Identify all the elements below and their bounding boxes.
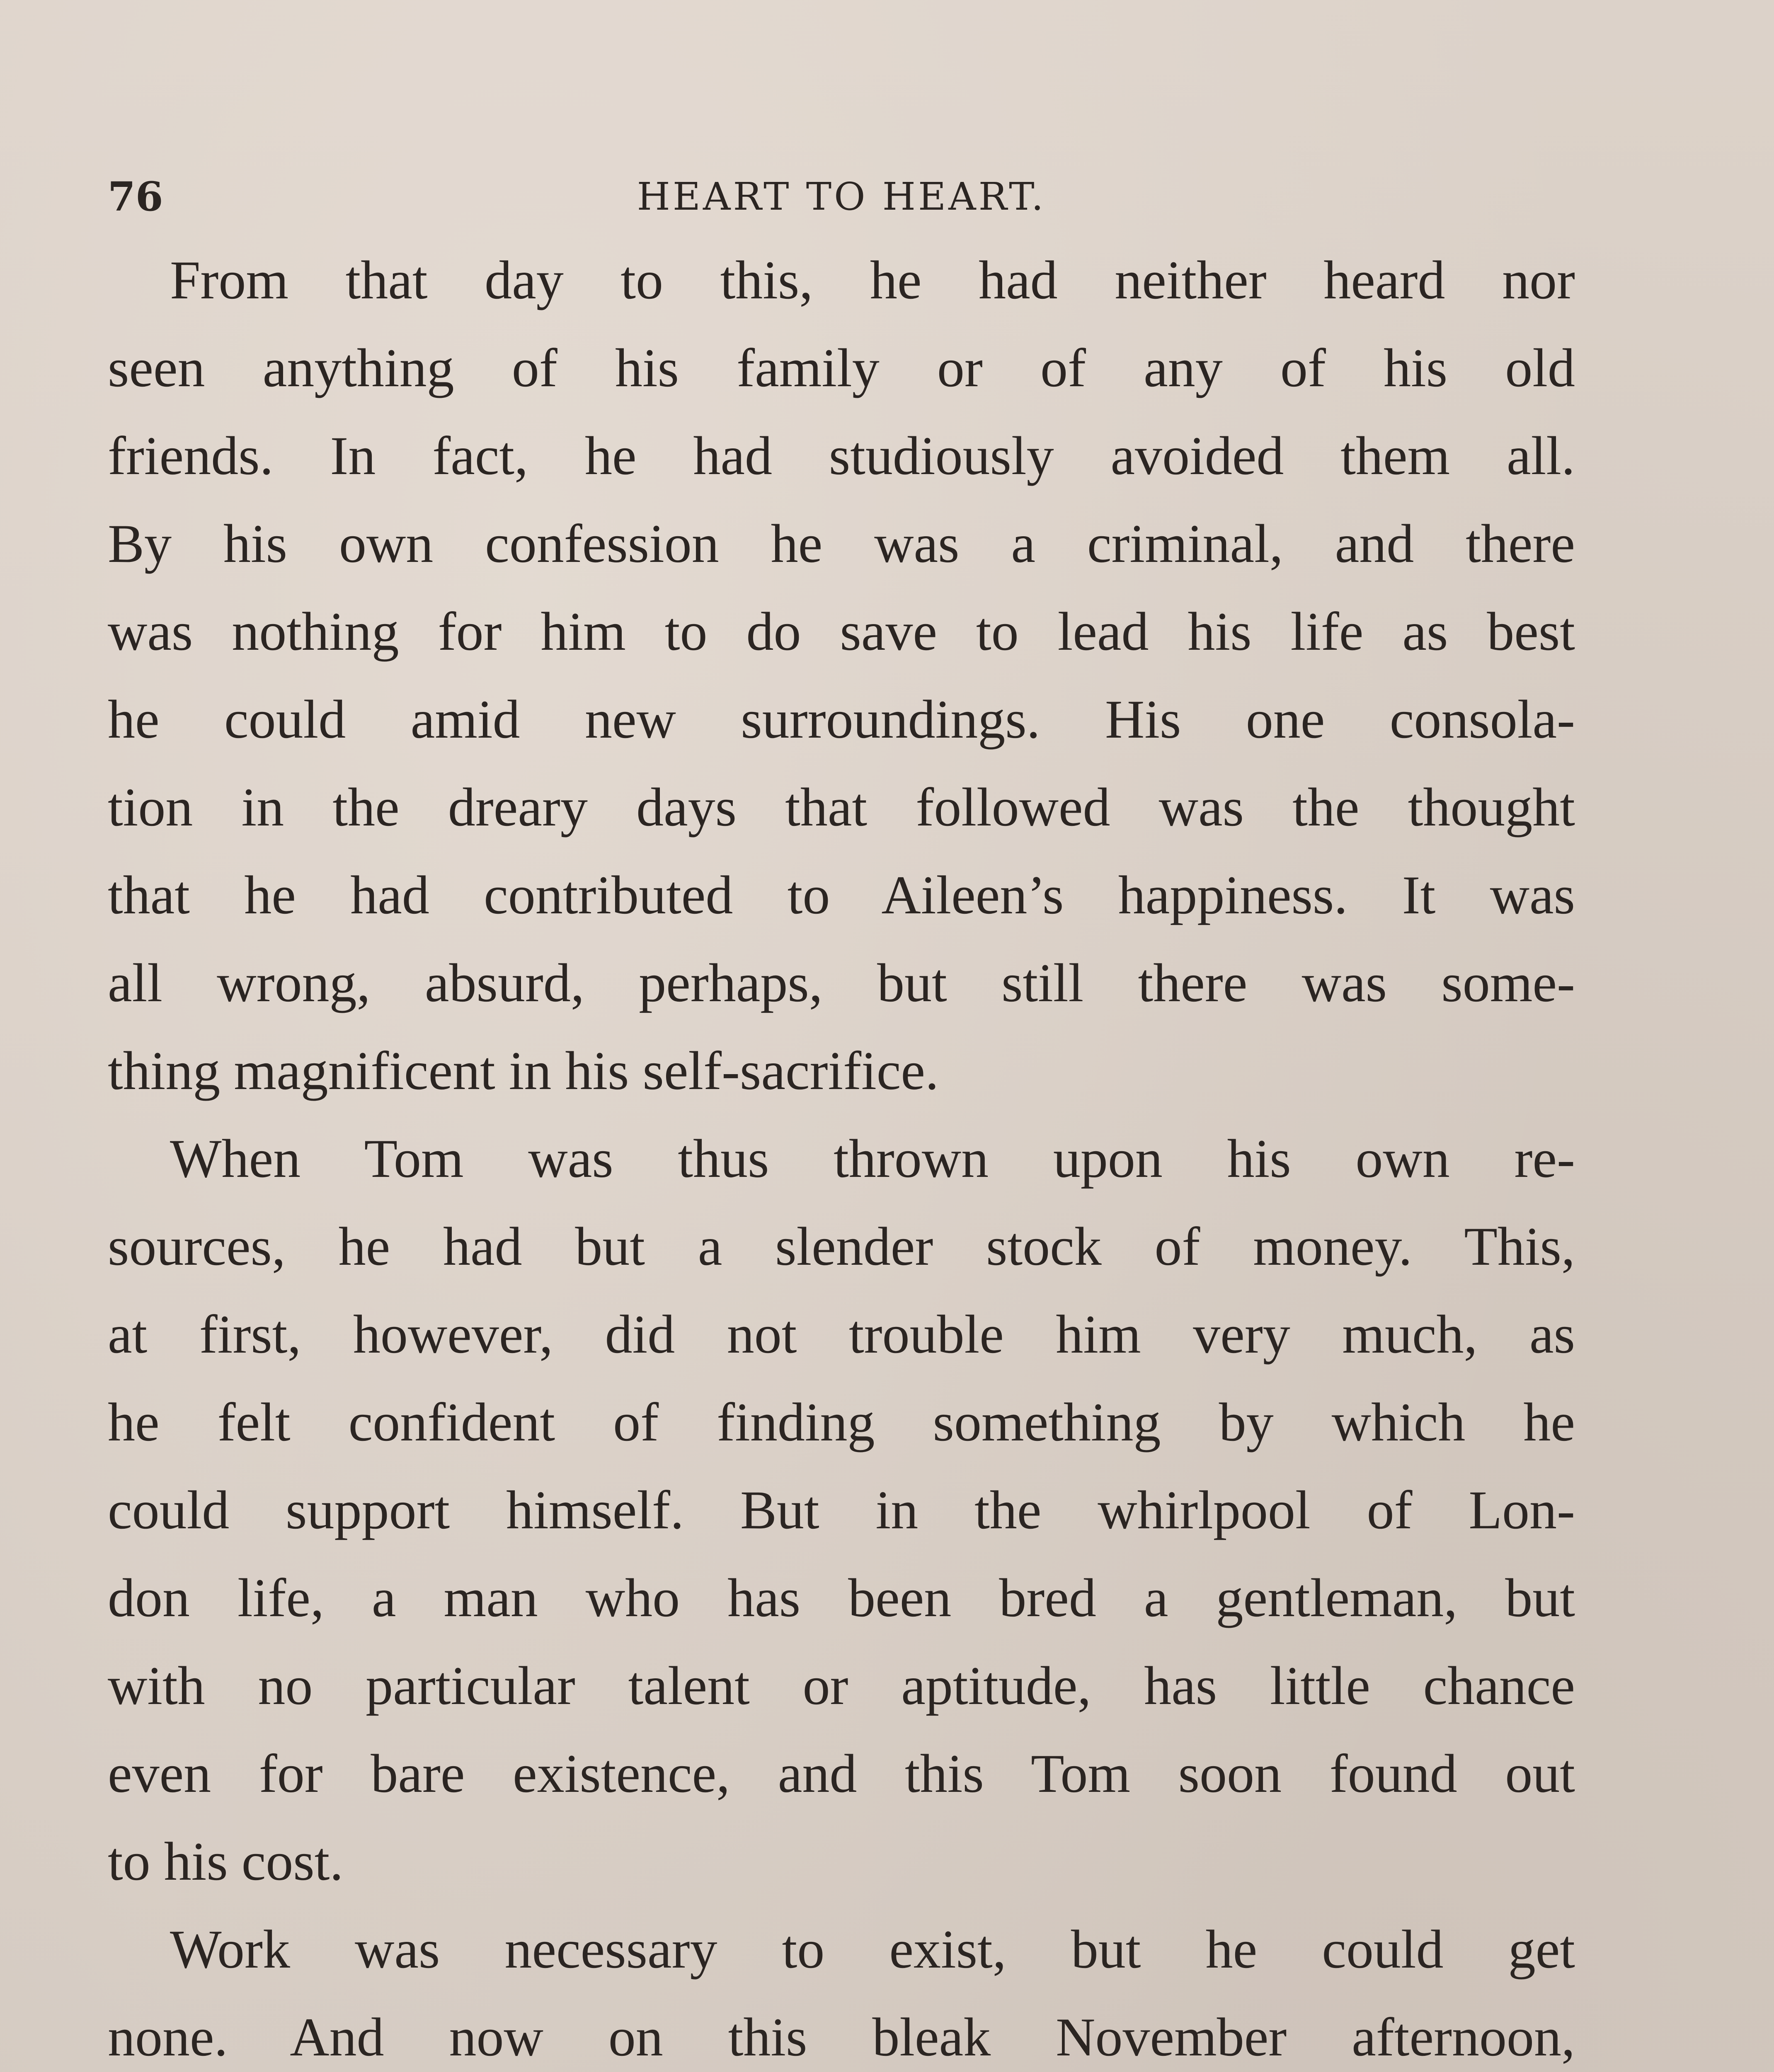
text-line: don life, a man who has been bred a gentleman, but: [108, 1567, 1575, 1628]
text-line: with no particular talent or aptitude, has little chance: [108, 1655, 1575, 1716]
text-line: friends. In fact, he had studiously avoided them all.: [108, 425, 1575, 486]
text-line: that he had contributed to Aileen’s happiness. It was: [108, 864, 1575, 925]
page-number: 76: [108, 173, 163, 220]
text-line: By his own confession he was a criminal, and there: [108, 513, 1575, 574]
text-line: even for bare existence, and this Tom soon found out: [108, 1743, 1575, 1804]
text-line: thing magnificent in his self-sacrifice.: [108, 1040, 939, 1101]
text-line: From that day to this, he had neither heard nor: [170, 249, 1575, 310]
text-line: to his cost.: [108, 1831, 344, 1892]
body-text: [108, 236, 1575, 2072]
running-title: HEART TO HEART.: [637, 174, 1046, 219]
text-line: at first, however, did not trouble him very much, as: [108, 1304, 1575, 1365]
text-line: Work was necessary to exist, but he could get: [170, 1919, 1575, 1980]
text-line: tion in the dreary days that followed was the thought: [108, 777, 1575, 838]
text-line: all wrong, absurd, perhaps, but still there was some-: [108, 952, 1575, 1013]
text-line: none. And now on this bleak November afternoon,: [108, 2007, 1575, 2067]
text-line: he felt confident of finding something by which he: [108, 1392, 1575, 1452]
text-line: seen anything of his family or of any of his old: [108, 337, 1575, 398]
text-line: was nothing for him to do save to lead his life as best: [108, 601, 1575, 662]
running-head: [108, 166, 1575, 228]
text-line: could support himself. But in the whirlpool of Lon-: [108, 1479, 1575, 1540]
text-line: When Tom was thus thrown upon his own re-: [170, 1128, 1575, 1189]
text-line: he could amid new surroundings. His one consola-: [108, 689, 1575, 750]
text-line: sources, he had but a slender stock of money. This,: [108, 1216, 1575, 1277]
